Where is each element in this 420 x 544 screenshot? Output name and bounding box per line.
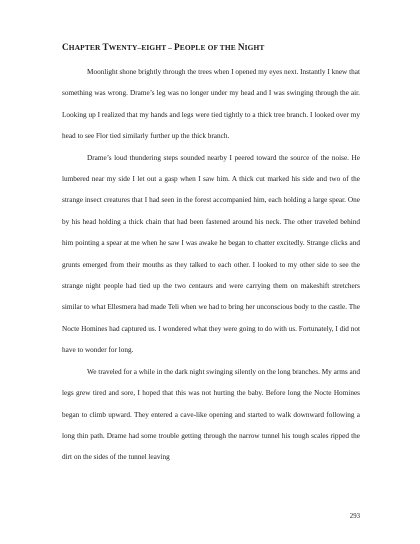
heading-initial: C — [62, 42, 69, 52]
heading-separator: – — [166, 43, 175, 52]
chapter-body — [62, 62, 360, 469]
page-number: 293 — [349, 513, 360, 520]
paragraph: Moonlight shone brightly through the trees when I opened my eyes next. Instantly I knew that something was wrong. Drame’s leg was no longer under my head and I was swinging through the air. Looking up I realized that my hands and legs were tied tightly to a thick tree branch. I looked over my head to see Flor tied similarly further up the thick branch. — [62, 68, 360, 141]
heading-smallcaps: –EIGHT — [137, 43, 167, 52]
heading-smallcaps: HAPTER — [68, 43, 101, 52]
paragraph: Drame’s loud thundering steps sounded nearby I peered toward the source of the noise. He lumbered near my side I let out a gasp when I saw him. A thick cut marked his side and two of the strange insect creatures that I had seen in the forest accompanied him, each holding a large spear. One by his head holding a thick chain that had been fastened around his neck. The other traveled behind him pointing a spear at me when he saw I was awake he began to chatter excitedly. Strange clicks and grunts emerged from their mouths as they talked to each other. I looked to my other side to see the strange night people had tied up the two centaurs and were carrying them on makeshift stretchers similar to what Ellesmera had made Teli when we had to bring her unconscious body to the castle. The Nocte Homines had captured us. I wondered what they were going to do with us. Fortunately, I did not have to wonder for long. — [62, 153, 360, 355]
heading-smallcaps: IGHT — [244, 43, 265, 52]
heading-initial: P — [174, 42, 180, 52]
heading-smallcaps: WENTY — [108, 43, 138, 52]
heading-initial: N — [237, 42, 245, 52]
heading-smallcaps: OF THE — [205, 43, 238, 52]
heading-smallcaps: EOPLE — [179, 43, 206, 52]
paragraph: We traveled for a while in the dark night swinging silently on the long branches. My arms and legs grew tired and sore, I hoped that this was not hurting the baby. Before long the Nocte Homines began to climb upward. They entered a cave-like opening and started to walk downward following a long thin path. Drame had some trouble getting through the narrow tunnel his tough scales ripped the dirt on the sides of the tunnel leaving — [62, 367, 360, 462]
heading-initial: T — [102, 42, 109, 52]
chapter-heading — [62, 42, 362, 52]
